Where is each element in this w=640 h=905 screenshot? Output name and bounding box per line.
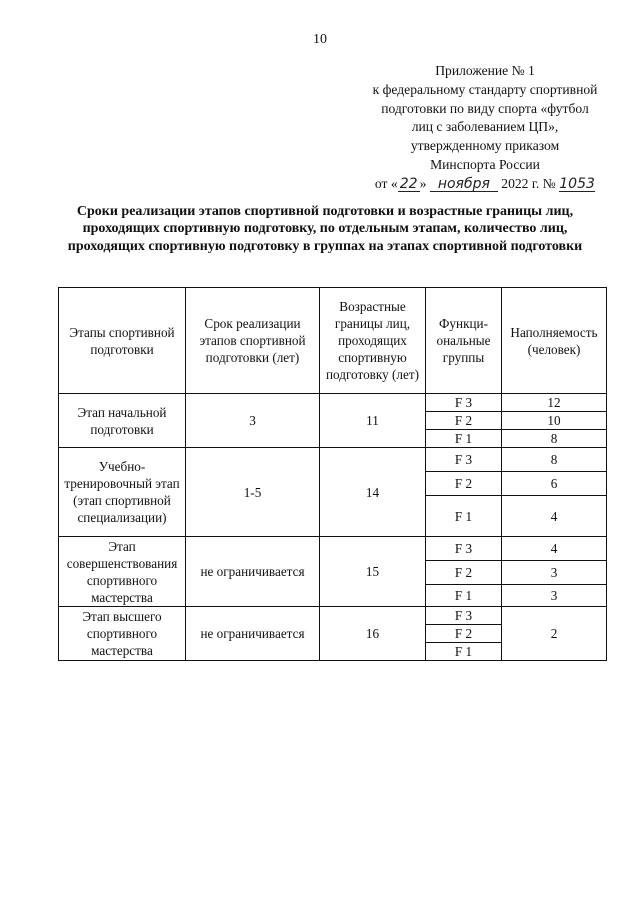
age-cell: 11 xyxy=(320,394,426,448)
count-cell: 3 xyxy=(502,561,607,585)
group-cell: F 3 xyxy=(426,607,502,625)
stage-name-cell: Этап высшего спортивного мастерства xyxy=(59,607,186,661)
stage-name-line: мастерства xyxy=(91,589,153,605)
table-row xyxy=(59,448,607,472)
group-cell: F 2 xyxy=(426,412,502,430)
group-cell: F 1 xyxy=(426,496,502,537)
header-cell: Наполняемость (человек) xyxy=(502,288,607,394)
group-cell: F 2 xyxy=(426,561,502,585)
order-date-line xyxy=(340,175,630,194)
duration-cell: не ограничивается xyxy=(186,607,320,661)
table-row xyxy=(59,394,607,412)
count-cell: 10 xyxy=(502,412,607,430)
header-cell: Срок реализации этапов спортивной подготовки (лет) xyxy=(186,288,320,394)
table-row xyxy=(59,537,607,561)
date-mid: » xyxy=(419,175,427,191)
header-cell: Этапы спортивной подготовки xyxy=(59,288,186,394)
age-cell: 15 xyxy=(320,537,426,607)
group-cell: F 3 xyxy=(426,394,502,412)
count-cell: 4 xyxy=(502,496,607,537)
page-number: 10 xyxy=(313,32,327,47)
handwritten-order-number: 1053 xyxy=(559,175,595,192)
group-cell: F 2 xyxy=(426,472,502,496)
duration-cell: 3 xyxy=(186,394,320,448)
header-cell: Возрастные границы лиц, проходящих спортивную подготовку (лет) xyxy=(320,288,426,394)
stage-name-line: Этап xyxy=(108,538,136,554)
count-cell: 2 xyxy=(502,607,607,661)
handwritten-month: ноября xyxy=(430,177,498,192)
age-cell: 16 xyxy=(320,607,426,661)
handwritten-day: 22 xyxy=(398,177,420,192)
group-cell: F 1 xyxy=(426,585,502,607)
appendix-line-2: к федеральному стандарту спортивной xyxy=(372,81,598,97)
duration-cell: не ограничивается xyxy=(186,537,320,607)
group-cell: F 2 xyxy=(426,625,502,643)
appendix-block xyxy=(340,62,630,194)
duration-cell: 1-5 xyxy=(186,448,320,537)
document-title: Сроки реализации этапов спортивной подготовки и возрастные границы лиц, проходящих спортивную подготовку, по отдельным этапам, количество лиц, проходящих спортивную подготовку в группах на этапах спортивной подготовки xyxy=(67,204,583,254)
count-cell: 6 xyxy=(502,472,607,496)
table-row xyxy=(59,607,607,625)
date-prefix: от « xyxy=(374,175,398,191)
date-year: 2022 г. № xyxy=(501,175,556,191)
count-cell: 12 xyxy=(502,394,607,412)
appendix-line-5: утвержденному приказом xyxy=(410,138,560,154)
group-cell: F 1 xyxy=(426,643,502,661)
appendix-line-6: Минспорта России xyxy=(430,156,540,172)
stage-name-cell xyxy=(59,537,186,607)
stages-table xyxy=(58,287,607,661)
header-cell: Функци-ональные группы xyxy=(426,288,502,394)
age-cell: 14 xyxy=(320,448,426,537)
count-cell: 4 xyxy=(502,537,607,561)
stage-name-cell: Учебно-тренировочный этап (этап спортивной специализации) xyxy=(59,448,186,537)
group-cell: F 3 xyxy=(426,448,502,472)
stage-name-line: спортивного xyxy=(86,572,158,588)
count-cell: 8 xyxy=(502,430,607,448)
stage-name-cell: Этап начальной подготовки xyxy=(59,394,186,448)
table-header-row xyxy=(59,288,607,394)
stage-name-line: совершенствования xyxy=(66,555,178,571)
appendix-line-4: лиц с заболеванием ЦП», xyxy=(411,119,559,135)
count-cell: 8 xyxy=(502,448,607,472)
count-cell: 3 xyxy=(502,585,607,607)
appendix-line-1: Приложение № 1 xyxy=(435,63,535,78)
group-cell: F 3 xyxy=(426,537,502,561)
appendix-line-3: подготовки по виду спорта «футбол xyxy=(381,100,589,116)
group-cell: F 1 xyxy=(426,430,502,448)
